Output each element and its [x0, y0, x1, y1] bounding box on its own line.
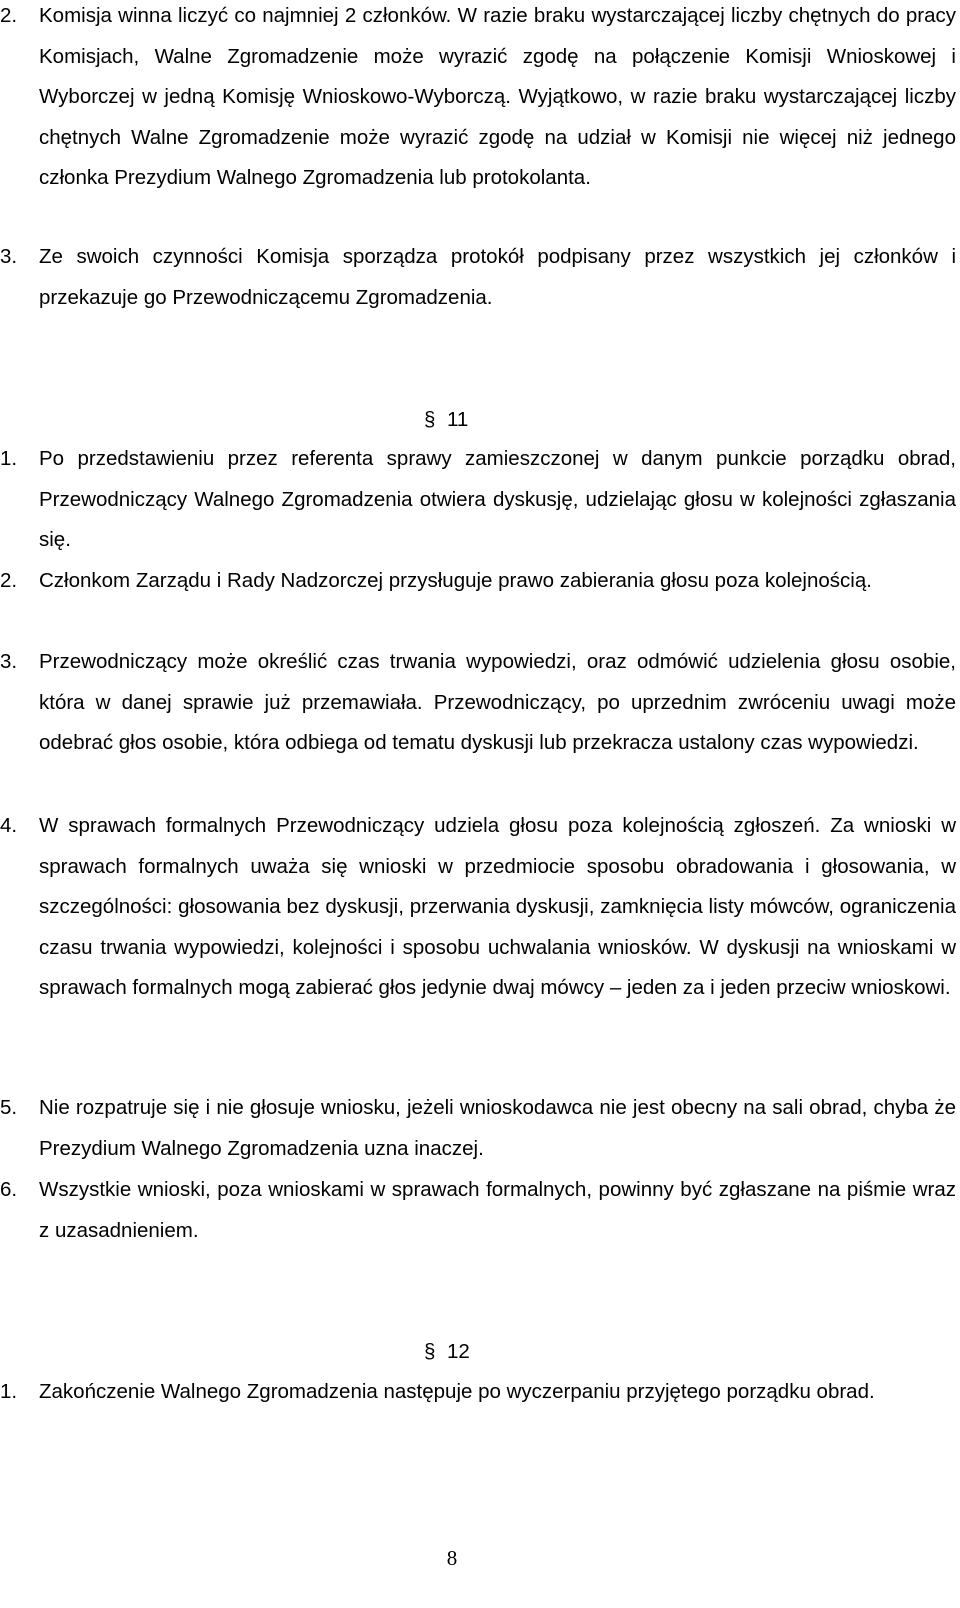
item-number: 3.: [0, 650, 18, 673]
list-item-s11-1: [0, 439, 956, 561]
item-text: Członkom Zarządu i Rady Nadzorczej przysługuje prawo zabierania głosu poza kolejnością.: [39, 569, 872, 592]
section-number: 11: [447, 408, 469, 431]
item-number: 3.: [0, 245, 18, 268]
list-item-s11-3: [0, 642, 956, 764]
item-text: Po przedstawieniu przez referenta sprawy zamieszczonej w danym punkcie porządku obrad, Przewodniczący Walnego Zgromadzenia otwiera dyskusję, udzielając głosu w kolejności zgłaszania się.: [39, 447, 956, 551]
page-number: 8: [446, 1546, 458, 1570]
item-number: 5.: [0, 1096, 18, 1119]
item-text: Komisja winna liczyć co najmniej 2 członków. W razie braku wystarczającej liczby chętnych do pracy Komisjach, Walne Zgromadzenie może wyrazić zgodę na połączenie Komisji Wnioskowej i Wyborczej w jedną Komisję Wnioskowo-Wyborczą. Wyjątkowo, w razie braku wystarczającej liczby chętnych Walne Zgromadzenie może wyrazić zgodę na udział w Komisji nie więcej niż jednego członka Prezydium Walnego Zgromadzenia lub protokolanta.: [39, 4, 956, 189]
list-item-s10-3: [0, 237, 956, 318]
section-number: 12: [447, 1340, 470, 1363]
item-number: 2.: [0, 4, 18, 27]
section-symbol: §: [424, 408, 436, 431]
item-text: Wszystkie wnioski, poza wnioskami w sprawach formalnych, powinny być zgłaszane na piśmie wraz z uzasadnieniem.: [39, 1178, 956, 1242]
item-number: 2.: [0, 569, 18, 592]
item-number: 1.: [0, 447, 18, 470]
item-text: Przewodniczący może określić czas trwania wypowiedzi, oraz odmówić udzielenia głosu osobie, która w danej sprawie już przemawiała. Przewodniczący, po uprzednim zwróceniu uwagi może odebrać głos osobie, która odbiega od tematu dyskusji lub przekracza ustalony czas wypowiedzi.: [39, 650, 956, 754]
list-item-s10-2: [0, 0, 956, 199]
list-item-s11-6: [0, 1170, 956, 1251]
item-number: 4.: [0, 814, 18, 837]
item-number: 6.: [0, 1178, 18, 1201]
list-item-s11-4: [0, 806, 956, 1009]
item-text: W sprawach formalnych Przewodniczący udziela głosu poza kolejnością zgłoszeń. Za wnioski w sprawach formalnych uważa się wnioski w przedmiocie sposobu obradowania i głosowania, w szczególności: głosowania bez dyskusji, przerwania dyskusji, zamknięcia listy mówców, ograniczenia czasu trwania wypowiedzi, kolejności i sposobu uchwalania wniosków. W dyskusji na wnioskami w sprawach formalnych mogą zabierać głos jedynie dwaj mówcy – jeden za i jeden przeciw wnioskowi.: [39, 814, 956, 999]
item-text: Zakończenie Walnego Zgromadzenia następuje po wyczerpaniu przyjętego porządku obrad.: [39, 1380, 875, 1403]
list-item-s12-1: [0, 1372, 956, 1413]
section-symbol: §: [424, 1340, 436, 1363]
list-item-s11-5: [0, 1088, 956, 1169]
item-number: 1.: [0, 1380, 18, 1403]
item-text: Nie rozpatruje się i nie głosuje wniosku, jeżeli wnioskodawca nie jest obecny na sali obrad, chyba że Prezydium Walnego Zgromadzenia uzna inaczej.: [39, 1096, 956, 1160]
item-text: Ze swoich czynności Komisja sporządza protokół podpisany przez wszystkich jej członków i przekazuje go Przewodniczącemu Zgromadzenia.: [39, 245, 956, 309]
list-item-s11-2: [0, 561, 956, 602]
